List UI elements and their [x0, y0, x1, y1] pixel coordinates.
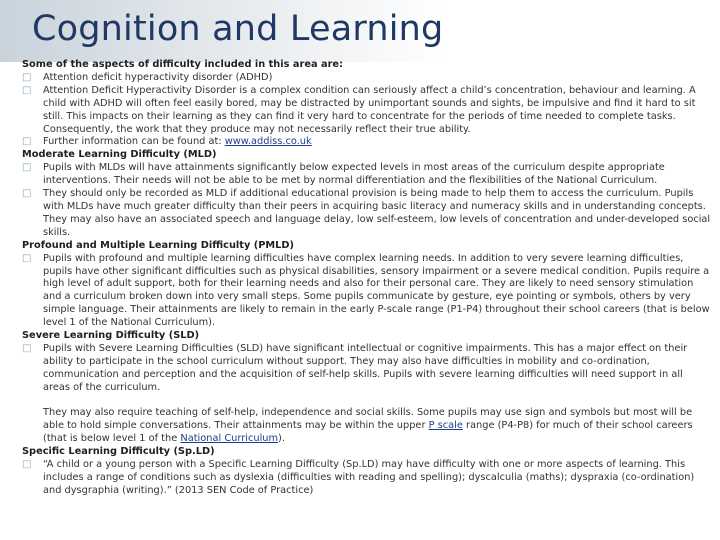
spld-item-1: “A child or a young person with a Specific Learning Difficulty (Sp.LD) may have difficulty with one or more aspects of learning. This includes a range of conditions such as dyslexia (difficulties with reading and spelling); dyscalculia (maths); dyspraxia (co-ordination) and dysgraphia (writing).” (2013 SEN Code of Practice) — [43, 459, 695, 496]
pmld-item-1: Pupils with profound and multiple learning difficulties have complex learning needs. In addition to very severe learning difficulties, pupils have other significant difficulties such as physical disabilities, sensory impairment or a severe medical condition. Pupils require a high level of adult support, both for their learning needs and also for their personal care. They are likely to need sensory stimulation and a curriculum broken down into very small steps. Some pupils communicate by gesture, eye pointing or symbols, others by very simple language. Their attainments are likely to remain in the early P-scale range (P1-P4) throughout their school careers (that is below level 1 of the National Curriculum). — [43, 252, 710, 329]
slide-content — [22, 59, 712, 498]
list-item — [22, 188, 712, 240]
sld-paragraph — [22, 407, 712, 446]
paragraph-gap — [22, 395, 712, 408]
square-bullet-icon — [22, 343, 43, 395]
list-item — [22, 72, 712, 85]
adhd-item-2: Attention Deficit Hyperactivity Disorder is a complex condition can seriously affect a child’s concentration, behaviour and learning. A child with ADHD will often feel easily bored, may be distracted by unimportant sounds and sights, be impulsive and find it hard to sit still. This impacts on their learning as they can find it very hard to concentrate for the periods of time needed to complete tasks. Consequently, the work that they produce may not necessarily reflect their true ability. — [43, 84, 696, 135]
mld-item-1: Pupils with MLDs will have attainments significantly below expected levels in most areas of the curriculum despite appropriate interventions. Their needs will not be able to be met by normal differentiation and the flexibilities of the National Curriculum. — [43, 162, 665, 187]
p-scale-link[interactable]: P scale — [428, 420, 463, 432]
mld-item-2: They should only be recorded as MLD if additional educational provision is being made to help them to access the curriculum. Pupils with MLDs have much greater difficulty than their peers in acquiring basic literacy and numeracy skills and in understanding concepts. They may also have an associated speech and language delay, low self-esteem, low levels of concentration and under-developed social skills. — [43, 188, 711, 238]
mld-heading: Moderate Learning Difficulty (MLD) — [22, 149, 217, 161]
square-bullet-icon — [22, 136, 43, 149]
list-item — [22, 253, 712, 330]
sld-para-text-a: They may also require teaching of self-help, independence and social skills. Some pupils may use sign and symbols but most will be able to hold simple conversations. Their attainments may be within the upper — [43, 407, 693, 432]
list-item — [22, 136, 712, 149]
square-bullet-icon — [22, 162, 43, 188]
square-bullet-icon — [22, 85, 43, 137]
adhd-item-1: Attention deficit hyperactivity disorder (ADHD) — [43, 71, 273, 83]
national-curriculum-link[interactable]: National Curriculum — [180, 433, 279, 445]
adhd-item-3-text: Further information can be found at: — [43, 136, 225, 148]
intro-heading: Some of the aspects of difficulty included in this area are: — [22, 59, 343, 70]
sld-para-text-b: range (P4-P8) for much of their school careers (that is below level 1 of the — [43, 420, 693, 445]
pmld-heading: Profound and Multiple Learning Difficulty (PMLD) — [22, 239, 295, 251]
spld-heading: Specific Learning Difficulty (Sp.LD) — [22, 446, 215, 458]
square-bullet-icon — [22, 188, 43, 240]
sld-heading: Severe Learning Difficulty (SLD) — [22, 330, 200, 342]
sld-item-1: Pupils with Severe Learning Difficulties (SLD) have significant intellectual or cognitive impairments. This has a major effect on their ability to participate in the school curriculum without support. They may also have difficulties in mobility and co-ordination, communication and perception and the acquisition of self-help skills. Pupils with severe learning difficulties will need support in all areas of the curriculum. — [43, 342, 688, 393]
square-bullet-icon — [22, 72, 43, 85]
sld-para-text-c: ). — [278, 433, 285, 445]
adhd-item-3 — [43, 136, 712, 149]
list-item — [22, 343, 712, 395]
addiss-link[interactable]: www.addiss.co.uk — [224, 136, 312, 148]
list-item — [22, 85, 712, 137]
square-bullet-icon — [22, 253, 43, 330]
list-item — [22, 162, 712, 188]
square-bullet-icon — [22, 459, 43, 498]
slide-title: Cognition and Learning — [32, 9, 444, 49]
list-item — [22, 459, 712, 498]
